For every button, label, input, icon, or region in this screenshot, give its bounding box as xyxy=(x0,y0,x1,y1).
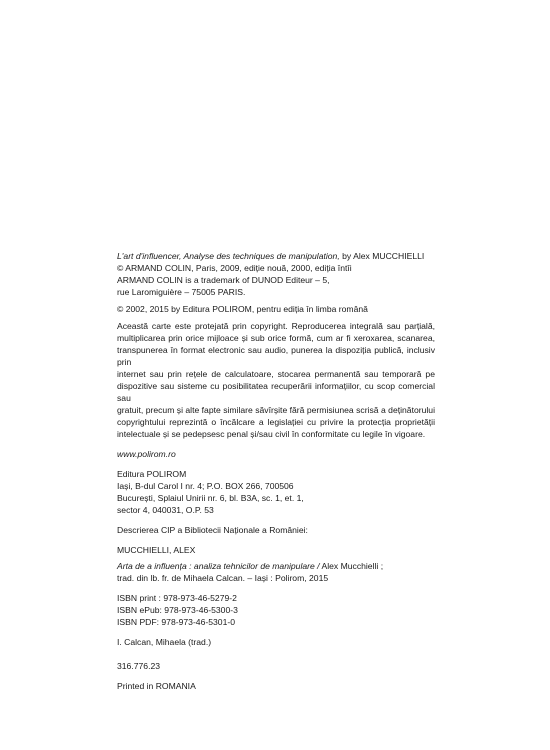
cip-heading: Descrierea CIP a Bibliotecii Naționale a României: xyxy=(117,525,308,535)
cip-classification: 316.776.23 xyxy=(117,661,161,671)
cip-translation-line: trad. din lb. fr. de Mihaela Calcan. – Iași : Polirom, 2015 xyxy=(117,573,329,583)
isbn-print: ISBN print : 978-973-46-5279-2 xyxy=(117,593,237,603)
copyright-content xyxy=(117,250,435,692)
notice-line: multiplicarea prin orice mijloace și sub orice formă, cum ar fi xeroxarea, scanarea, xyxy=(117,333,435,343)
publisher-name: Editura POLIROM xyxy=(117,469,187,479)
original-copyright-line: © ARMAND COLIN, Paris, 2009, ediție nouă, 2000, ediția întîi xyxy=(117,263,352,273)
notice-line: transpunerea în format electronic sau audio, punerea la dispoziția publică, inclusiv prin xyxy=(117,345,435,367)
trademark-line-1: ARMAND COLIN is a trademark of DUNOD Editeur – 5, xyxy=(117,275,330,285)
publisher-block xyxy=(117,468,435,516)
notice-line: internet sau prin rețele de calculatoare, stocarea permanentă sau temporară pe xyxy=(117,369,435,379)
original-author: by Alex MUCCHIELLI xyxy=(339,251,425,261)
isbn-epub: ISBN ePub: 978-973-46-5300-3 xyxy=(117,605,238,615)
original-title: L'art d'influencer, Analyse des techniques de manipulation, xyxy=(117,251,340,261)
cip-heading-block xyxy=(117,524,435,536)
original-title-line xyxy=(117,250,435,262)
copyright-notice xyxy=(117,320,435,440)
printed-in: Printed in ROMANIA xyxy=(117,681,196,691)
printed-block xyxy=(117,680,435,692)
romanian-copyright-block xyxy=(117,303,435,315)
original-edition-block xyxy=(117,250,435,298)
notice-line: Această carte este protejată prin copyright. Reproducerea integrală sau parțială, xyxy=(117,321,435,331)
notice-line: intelectuale și se pedepsesc penal și/sau civil în conformitate cu legile în vigoare. xyxy=(117,429,426,439)
cip-record xyxy=(117,544,435,672)
publisher-address-line: sector 4, 040031, O.P. 53 xyxy=(117,505,214,515)
website-link[interactable]: www.polirom.ro xyxy=(117,449,176,459)
cip-title-line xyxy=(117,560,435,572)
notice-line: gratuit, precum și alte fapte similare săvîrșite fără permisiunea scrisă a deținătorului xyxy=(117,405,435,415)
romanian-copyright-line: © 2002, 2015 by Editura POLIROM, pentru ediția în limba română xyxy=(117,304,368,314)
cip-author: MUCCHIELLI, ALEX xyxy=(117,545,196,555)
notice-line: copyrightului reprezintă o încălcare a legislației cu privire la protecția proprietății xyxy=(117,417,435,427)
notice-line: dispozitive sau sisteme cu posibilitatea recuperării informațiilor, cu scop comercial sau xyxy=(117,381,435,403)
publisher-address-line: Iași, B-dul Carol I nr. 4; P.O. BOX 266, 700506 xyxy=(117,481,294,491)
cip-title-author: Alex Mucchielli ; xyxy=(319,561,384,571)
cip-translator: I. Calcan, Mihaela (trad.) xyxy=(117,637,212,647)
trademark-line-2: rue Laromiguière – 75005 PARIS. xyxy=(117,287,246,297)
isbn-pdf: ISBN PDF: 978-973-46-5301-0 xyxy=(117,617,235,627)
publisher-address-line: București, Splaiul Unirii nr. 6, bl. B3A, sc. 1, et. 1, xyxy=(117,493,304,503)
website-block xyxy=(117,448,435,460)
cip-title: Arta de a influența : analiza tehnicilor de manipulare / xyxy=(117,561,320,571)
